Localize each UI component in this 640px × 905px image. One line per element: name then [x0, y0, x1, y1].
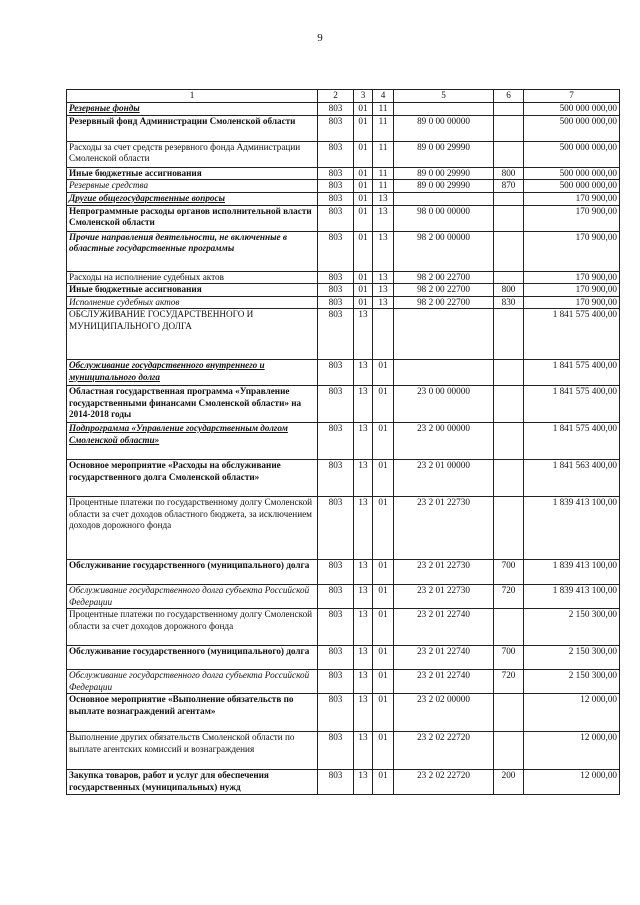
- target-article-cell: 89 0 00 29990: [394, 141, 494, 167]
- target-article-cell: 98 2 00 22700: [394, 271, 494, 284]
- row-name-cell: Выполнение других обязательств Смоленской области по выплате агентских комиссий и вознаграждения: [67, 732, 318, 770]
- admin-code-cell: 803: [318, 309, 354, 360]
- admin-code-cell: 803: [318, 670, 354, 694]
- table-row: [67, 460, 620, 497]
- admin-code-cell: 803: [318, 609, 354, 646]
- expense-type-cell: [494, 609, 524, 646]
- row-name-cell: Резервные средства: [67, 180, 318, 193]
- expense-type-cell: [494, 271, 524, 284]
- amount-cell: 500 000 000,00: [524, 102, 620, 115]
- section-code-cell: 13: [354, 670, 373, 694]
- expense-type-cell: 800: [494, 167, 524, 180]
- subsection-code-cell: 01: [373, 560, 394, 585]
- expense-type-cell: [494, 102, 524, 115]
- section-code-cell: 13: [354, 497, 373, 560]
- subsection-code-cell: 01: [373, 732, 394, 770]
- row-name-cell: Основное мероприятие «Расходы на обслуживание государственного долга Смоленской области»: [67, 460, 318, 497]
- admin-code-cell: 803: [318, 231, 354, 271]
- expense-type-cell: 830: [494, 296, 524, 309]
- admin-code-cell: 803: [318, 770, 354, 795]
- amount-cell: 170 900,00: [524, 192, 620, 205]
- header-cell: 1: [67, 90, 318, 103]
- row-name-cell: Обслуживание государственного (муниципального) долга: [67, 560, 318, 585]
- amount-cell: 1 841 563 400,00: [524, 460, 620, 497]
- subsection-code-cell: 01: [373, 360, 394, 386]
- section-code-cell: 13: [354, 460, 373, 497]
- subsection-code-cell: 11: [373, 115, 394, 141]
- expense-type-cell: [494, 423, 524, 460]
- section-code-cell: 01: [354, 167, 373, 180]
- expense-type-cell: 700: [494, 646, 524, 670]
- admin-code-cell: 803: [318, 284, 354, 297]
- section-code-cell: 13: [354, 386, 373, 423]
- target-article-cell: 23 2 01 22730: [394, 560, 494, 585]
- row-name-cell: Областная государственная программа «Управление государственными финансами Смоленской области» на 2014-2018 годы: [67, 386, 318, 423]
- section-code-cell: 13: [354, 423, 373, 460]
- header-cell: 5: [394, 90, 494, 103]
- subsection-code-cell: 01: [373, 460, 394, 497]
- admin-code-cell: 803: [318, 386, 354, 423]
- target-article-cell: 23 2 01 22740: [394, 670, 494, 694]
- target-article-cell: 23 2 02 00000: [394, 694, 494, 732]
- header-cell: 2: [318, 90, 354, 103]
- row-name-cell: Резервные фонды: [67, 102, 318, 115]
- target-article-cell: 23 2 01 00000: [394, 460, 494, 497]
- target-article-cell: 89 0 00 00000: [394, 115, 494, 141]
- subsection-code-cell: 01: [373, 770, 394, 795]
- target-article-cell: 23 2 02 22720: [394, 770, 494, 795]
- expense-type-cell: [494, 694, 524, 732]
- amount-cell: 500 000 000,00: [524, 180, 620, 193]
- admin-code-cell: 803: [318, 205, 354, 231]
- table-row: [67, 180, 620, 193]
- table-row: [67, 284, 620, 297]
- subsection-code-cell: 11: [373, 167, 394, 180]
- row-name-cell: Иные бюджетные ассигнования: [67, 167, 318, 180]
- expense-type-cell: [494, 360, 524, 386]
- expense-type-cell: [494, 460, 524, 497]
- subsection-code-cell: 11: [373, 102, 394, 115]
- row-name-cell: Другие общегосударственные вопросы: [67, 192, 318, 205]
- admin-code-cell: 803: [318, 694, 354, 732]
- section-code-cell: 01: [354, 296, 373, 309]
- table-row: [67, 271, 620, 284]
- expense-type-cell: 720: [494, 670, 524, 694]
- expense-type-cell: [494, 141, 524, 167]
- table-row: [67, 585, 620, 609]
- admin-code-cell: 803: [318, 460, 354, 497]
- target-article-cell: 23 0 00 00000: [394, 386, 494, 423]
- header-row: [67, 90, 620, 103]
- section-code-cell: 13: [354, 560, 373, 585]
- target-article-cell: 23 2 00 00000: [394, 423, 494, 460]
- amount-cell: 170 900,00: [524, 296, 620, 309]
- amount-cell: 12 000,00: [524, 770, 620, 795]
- target-article-cell: 98 2 00 00000: [394, 231, 494, 271]
- admin-code-cell: 803: [318, 497, 354, 560]
- expense-type-cell: [494, 231, 524, 271]
- row-name-cell: Расходы на исполнение судебных актов: [67, 271, 318, 284]
- subsection-code-cell: 13: [373, 271, 394, 284]
- target-article-cell: 98 0 00 00000: [394, 205, 494, 231]
- section-code-cell: 01: [354, 192, 373, 205]
- amount-cell: 1 841 575 400,00: [524, 309, 620, 360]
- amount-cell: 2 150 300,00: [524, 670, 620, 694]
- amount-cell: 2 150 300,00: [524, 609, 620, 646]
- table-row: [67, 360, 620, 386]
- amount-cell: 1 839 413 100,00: [524, 585, 620, 609]
- target-article-cell: 89 0 00 29990: [394, 167, 494, 180]
- subsection-code-cell: 11: [373, 180, 394, 193]
- subsection-code-cell: 13: [373, 205, 394, 231]
- amount-cell: 170 900,00: [524, 231, 620, 271]
- admin-code-cell: 803: [318, 115, 354, 141]
- section-code-cell: 01: [354, 102, 373, 115]
- subsection-code-cell: 01: [373, 646, 394, 670]
- subsection-code-cell: 01: [373, 694, 394, 732]
- row-name-cell: Закупка товаров, работ и услуг для обеспечения государственных (муниципальных) нужд: [67, 770, 318, 795]
- subsection-code-cell: [373, 309, 394, 360]
- admin-code-cell: 803: [318, 732, 354, 770]
- target-article-cell: 23 2 01 22730: [394, 497, 494, 560]
- target-article-cell: [394, 102, 494, 115]
- header-cell: 6: [494, 90, 524, 103]
- amount-cell: 12 000,00: [524, 694, 620, 732]
- target-article-cell: 23 2 01 22740: [394, 609, 494, 646]
- section-code-cell: 01: [354, 284, 373, 297]
- admin-code-cell: 803: [318, 560, 354, 585]
- subsection-code-cell: 01: [373, 386, 394, 423]
- row-name-cell: Резервный фонд Администрации Смоленской области: [67, 115, 318, 141]
- amount-cell: 500 000 000,00: [524, 115, 620, 141]
- expense-type-cell: 720: [494, 585, 524, 609]
- expense-type-cell: [494, 115, 524, 141]
- target-article-cell: 23 2 02 22720: [394, 732, 494, 770]
- section-code-cell: 13: [354, 770, 373, 795]
- page-number: 9: [317, 32, 323, 44]
- target-article-cell: [394, 309, 494, 360]
- admin-code-cell: 803: [318, 646, 354, 670]
- target-article-cell: 89 0 00 29990: [394, 180, 494, 193]
- admin-code-cell: 803: [318, 167, 354, 180]
- table-row: [67, 694, 620, 732]
- admin-code-cell: 803: [318, 296, 354, 309]
- subsection-code-cell: 13: [373, 192, 394, 205]
- table-row: [67, 497, 620, 560]
- subsection-code-cell: 13: [373, 284, 394, 297]
- row-name-cell: Обслуживание государственного долга субъекта Российской Федерации: [67, 585, 318, 609]
- amount-cell: 2 150 300,00: [524, 646, 620, 670]
- amount-cell: 170 900,00: [524, 271, 620, 284]
- table-row: [67, 167, 620, 180]
- subsection-code-cell: 01: [373, 670, 394, 694]
- amount-cell: 12 000,00: [524, 732, 620, 770]
- table-row: [67, 192, 620, 205]
- row-name-cell: ОБСЛУЖИВАНИЕ ГОСУДАРСТВЕННОГО И МУНИЦИПАЛЬНОГО ДОЛГА: [67, 309, 318, 360]
- amount-cell: 1 841 575 400,00: [524, 360, 620, 386]
- row-name-cell: Обслуживание государственного долга субъекта Российской Федерации: [67, 670, 318, 694]
- section-code-cell: 13: [354, 309, 373, 360]
- section-code-cell: 01: [354, 205, 373, 231]
- subsection-code-cell: 01: [373, 497, 394, 560]
- section-code-cell: 13: [354, 732, 373, 770]
- table-row: [67, 646, 620, 670]
- section-code-cell: 01: [354, 180, 373, 193]
- table-row: [67, 309, 620, 360]
- table-row: [67, 609, 620, 646]
- subsection-code-cell: 01: [373, 423, 394, 460]
- row-name-cell: Процентные платежи по государственному долгу Смоленской области за счет доходов дорожного фонда: [67, 609, 318, 646]
- table-row: [67, 115, 620, 141]
- table-row: [67, 296, 620, 309]
- expense-type-cell: 800: [494, 284, 524, 297]
- amount-cell: 170 900,00: [524, 284, 620, 297]
- admin-code-cell: 803: [318, 102, 354, 115]
- section-code-cell: 01: [354, 231, 373, 271]
- subsection-code-cell: 13: [373, 231, 394, 271]
- admin-code-cell: 803: [318, 585, 354, 609]
- expense-type-cell: [494, 192, 524, 205]
- target-article-cell: [394, 192, 494, 205]
- amount-cell: 500 000 000,00: [524, 167, 620, 180]
- row-name-cell: Подпрограмма «Управление государственным долгом Смоленской области»: [67, 423, 318, 460]
- expense-type-cell: [494, 732, 524, 770]
- table-row: [67, 732, 620, 770]
- row-name-cell: Процентные платежи по государственному долгу Смоленской области за счет доходов областного бюджета, за исключением доходов дорожного фонда: [67, 497, 318, 560]
- section-code-cell: 13: [354, 694, 373, 732]
- expense-type-cell: [494, 386, 524, 423]
- table-row: [67, 560, 620, 585]
- admin-code-cell: 803: [318, 180, 354, 193]
- amount-cell: 1 841 575 400,00: [524, 423, 620, 460]
- target-article-cell: 98 2 00 22700: [394, 284, 494, 297]
- amount-cell: 1 841 575 400,00: [524, 386, 620, 423]
- amount-cell: 500 000 000,00: [524, 141, 620, 167]
- target-article-cell: 98 2 00 22700: [394, 296, 494, 309]
- admin-code-cell: 803: [318, 360, 354, 386]
- section-code-cell: 01: [354, 141, 373, 167]
- table-row: [67, 141, 620, 167]
- section-code-cell: 01: [354, 115, 373, 141]
- expense-type-cell: [494, 497, 524, 560]
- row-name-cell: Прочие направления деятельности, не включенные в областные государственные программы: [67, 231, 318, 271]
- amount-cell: 1 839 413 100,00: [524, 497, 620, 560]
- target-article-cell: 23 2 01 22730: [394, 585, 494, 609]
- header-cell: 4: [373, 90, 394, 103]
- admin-code-cell: 803: [318, 271, 354, 284]
- amount-cell: 170 900,00: [524, 205, 620, 231]
- section-code-cell: 13: [354, 609, 373, 646]
- header-cell: 7: [524, 90, 620, 103]
- admin-code-cell: 803: [318, 423, 354, 460]
- expense-type-cell: 700: [494, 560, 524, 585]
- section-code-cell: 13: [354, 585, 373, 609]
- table-row: [67, 102, 620, 115]
- table-row: [67, 205, 620, 231]
- expense-type-cell: [494, 309, 524, 360]
- header-cell: 3: [354, 90, 373, 103]
- target-article-cell: 23 2 01 22740: [394, 646, 494, 670]
- subsection-code-cell: 11: [373, 141, 394, 167]
- table-row: [67, 386, 620, 423]
- row-name-cell: Исполнение судебных актов: [67, 296, 318, 309]
- row-name-cell: Обслуживание государственного внутреннего и муниципального долга: [67, 360, 318, 386]
- amount-cell: 1 839 413 100,00: [524, 560, 620, 585]
- budget-table: [66, 89, 620, 795]
- row-name-cell: Непрограммные расходы органов исполнительной власти Смоленской области: [67, 205, 318, 231]
- subsection-code-cell: 01: [373, 585, 394, 609]
- expense-type-cell: 870: [494, 180, 524, 193]
- table-row: [67, 670, 620, 694]
- row-name-cell: Расходы за счет средств резервного фонда Администрации Смоленской области: [67, 141, 318, 167]
- table-row: [67, 231, 620, 271]
- row-name-cell: Основное мероприятие «Выполнение обязательств по выплате вознаграждений агентам»: [67, 694, 318, 732]
- admin-code-cell: 803: [318, 192, 354, 205]
- table-row: [67, 770, 620, 795]
- expense-type-cell: [494, 205, 524, 231]
- row-name-cell: Обслуживание государственного (муниципального) долга: [67, 646, 318, 670]
- section-code-cell: 13: [354, 360, 373, 386]
- subsection-code-cell: 13: [373, 296, 394, 309]
- section-code-cell: 13: [354, 646, 373, 670]
- target-article-cell: [394, 360, 494, 386]
- table-row: [67, 423, 620, 460]
- admin-code-cell: 803: [318, 141, 354, 167]
- expense-type-cell: 200: [494, 770, 524, 795]
- row-name-cell: Иные бюджетные ассигнования: [67, 284, 318, 297]
- section-code-cell: 01: [354, 271, 373, 284]
- subsection-code-cell: 01: [373, 609, 394, 646]
